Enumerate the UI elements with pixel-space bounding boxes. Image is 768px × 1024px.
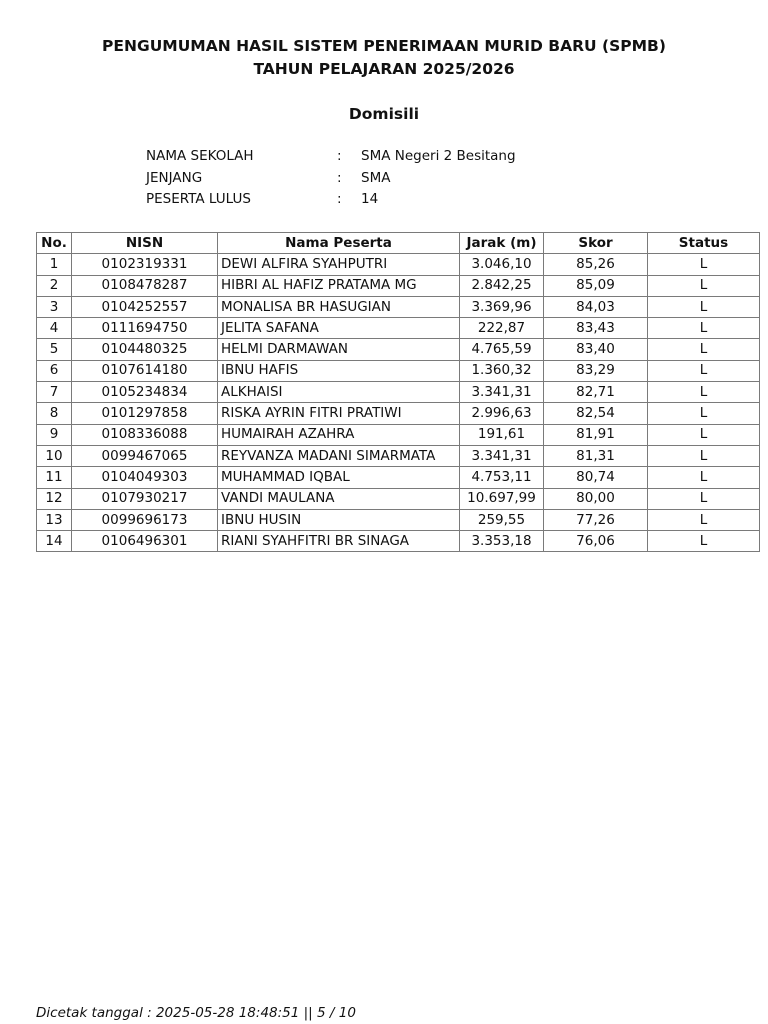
cell-nisn: 0101297858 <box>72 403 218 424</box>
column-header-score: Skor <box>544 233 648 254</box>
cell-distance: 1.360,32 <box>460 360 544 381</box>
table-row <box>37 360 760 381</box>
table-row <box>37 509 760 530</box>
cell-status: L <box>648 318 760 339</box>
cell-no: 1 <box>37 254 72 275</box>
info-colon: : <box>337 191 342 207</box>
cell-no: 13 <box>37 509 72 530</box>
cell-no: 2 <box>37 275 72 296</box>
info-label: JENJANG <box>146 169 203 186</box>
column-header-status: Status <box>648 233 760 254</box>
table-row <box>37 275 760 296</box>
cell-nisn: 0111694750 <box>72 318 218 339</box>
cell-name: JELITA SAFANA <box>218 318 460 339</box>
cell-nisn: 0104049303 <box>72 467 218 488</box>
cell-nisn: 0105234834 <box>72 382 218 403</box>
cell-score: 85,09 <box>544 275 648 296</box>
cell-distance: 2.996,63 <box>460 403 544 424</box>
cell-nisn: 0104252557 <box>72 296 218 317</box>
info-row-passed-count <box>146 189 646 211</box>
cell-status: L <box>648 467 760 488</box>
cell-distance: 3.353,18 <box>460 531 544 552</box>
cell-no: 14 <box>37 531 72 552</box>
cell-nisn: 0108336088 <box>72 424 218 445</box>
cell-score: 85,26 <box>544 254 648 275</box>
cell-status: L <box>648 275 760 296</box>
cell-score: 81,31 <box>544 445 648 466</box>
cell-no: 8 <box>37 403 72 424</box>
table-row <box>37 488 760 509</box>
cell-distance: 10.697,99 <box>460 488 544 509</box>
page-title-year: TAHUN PELAJARAN 2025/2026 <box>253 60 515 78</box>
cell-score: 80,74 <box>544 467 648 488</box>
table-row <box>37 403 760 424</box>
cell-nisn: 0106496301 <box>72 531 218 552</box>
info-colon: : <box>337 169 342 186</box>
results-table <box>36 232 760 552</box>
table-header-row <box>37 233 760 254</box>
cell-nisn: 0107614180 <box>72 360 218 381</box>
cell-no: 10 <box>37 445 72 466</box>
cell-score: 84,03 <box>544 296 648 317</box>
cell-distance: 3.341,31 <box>460 382 544 403</box>
cell-nisn: 0099696173 <box>72 509 218 530</box>
page-title: PENGUMUMAN HASIL SISTEM PENERIMAAN MURID BARU (SPMB) <box>102 37 666 55</box>
info-label: NAMA SEKOLAH <box>146 148 254 164</box>
cell-score: 76,06 <box>544 531 648 552</box>
cell-distance: 2.842,25 <box>460 275 544 296</box>
info-row-level <box>146 168 646 190</box>
cell-no: 6 <box>37 360 72 381</box>
table-row <box>37 445 760 466</box>
table-row <box>37 531 760 552</box>
cell-name: HUMAIRAH AZAHRA <box>218 424 460 445</box>
cell-distance: 191,61 <box>460 424 544 445</box>
cell-name: HELMI DARMAWAN <box>218 339 460 360</box>
cell-name: IBNU HAFIS <box>218 360 460 381</box>
cell-score: 82,54 <box>544 403 648 424</box>
info-row-school-name <box>146 146 646 168</box>
school-info <box>146 146 646 211</box>
cell-distance: 222,87 <box>460 318 544 339</box>
cell-name: RIANI SYAHFITRI BR SINAGA <box>218 531 460 552</box>
table-row <box>37 296 760 317</box>
cell-no: 5 <box>37 339 72 360</box>
table-row <box>37 424 760 445</box>
cell-nisn: 0102319331 <box>72 254 218 275</box>
cell-name: MUHAMMAD IQBAL <box>218 467 460 488</box>
cell-nisn: 0108478287 <box>72 275 218 296</box>
column-header-nisn: NISN <box>72 233 218 254</box>
table-body <box>37 254 760 552</box>
print-footer: Dicetak tanggal : 2025-05-28 18:48:51 || 5 / 10 <box>36 1005 356 1021</box>
info-colon: : <box>337 148 342 164</box>
cell-status: L <box>648 424 760 445</box>
cell-distance: 259,55 <box>460 509 544 530</box>
cell-status: L <box>648 509 760 530</box>
cell-score: 81,91 <box>544 424 648 445</box>
cell-distance: 3.369,96 <box>460 296 544 317</box>
cell-distance: 4.765,59 <box>460 339 544 360</box>
column-header-distance: Jarak (m) <box>460 233 544 254</box>
cell-status: L <box>648 360 760 381</box>
cell-distance: 3.341,31 <box>460 445 544 466</box>
section-subtitle: Domisili <box>348 105 420 123</box>
cell-score: 83,29 <box>544 360 648 381</box>
cell-distance: 4.753,11 <box>460 467 544 488</box>
cell-score: 83,40 <box>544 339 648 360</box>
info-value: 14 <box>361 191 379 207</box>
cell-no: 4 <box>37 318 72 339</box>
cell-score: 82,71 <box>544 382 648 403</box>
info-value: SMA Negeri 2 Besitang <box>361 148 516 164</box>
table-row <box>37 467 760 488</box>
cell-name: REYVANZA MADANI SIMARMATA <box>218 445 460 466</box>
cell-distance: 3.046,10 <box>460 254 544 275</box>
cell-name: IBNU HUSIN <box>218 509 460 530</box>
cell-status: L <box>648 531 760 552</box>
cell-status: L <box>648 339 760 360</box>
cell-nisn: 0107930217 <box>72 488 218 509</box>
cell-no: 11 <box>37 467 72 488</box>
cell-status: L <box>648 403 760 424</box>
cell-name: VANDI MAULANA <box>218 488 460 509</box>
cell-status: L <box>648 445 760 466</box>
table-row <box>37 382 760 403</box>
cell-name: ALKHAISI <box>218 382 460 403</box>
info-label: PESERTA LULUS <box>146 191 251 207</box>
cell-name: DEWI ALFIRA SYAHPUTRI <box>218 254 460 275</box>
cell-no: 7 <box>37 382 72 403</box>
cell-nisn: 0104480325 <box>72 339 218 360</box>
cell-status: L <box>648 488 760 509</box>
cell-nisn: 0099467065 <box>72 445 218 466</box>
cell-status: L <box>648 382 760 403</box>
table-row <box>37 318 760 339</box>
cell-no: 3 <box>37 296 72 317</box>
cell-name: RISKA AYRIN FITRI PRATIWI <box>218 403 460 424</box>
cell-score: 83,43 <box>544 318 648 339</box>
cell-score: 77,26 <box>544 509 648 530</box>
column-header-no: No. <box>37 233 72 254</box>
cell-status: L <box>648 296 760 317</box>
table-row <box>37 339 760 360</box>
column-header-name: Nama Peserta <box>218 233 460 254</box>
cell-name: MONALISA BR HASUGIAN <box>218 296 460 317</box>
cell-score: 80,00 <box>544 488 648 509</box>
cell-name: HIBRI AL HAFIZ PRATAMA MG <box>218 275 460 296</box>
info-value: SMA <box>361 169 391 186</box>
cell-status: L <box>648 254 760 275</box>
cell-no: 9 <box>37 424 72 445</box>
cell-no: 12 <box>37 488 72 509</box>
table-row <box>37 254 760 275</box>
